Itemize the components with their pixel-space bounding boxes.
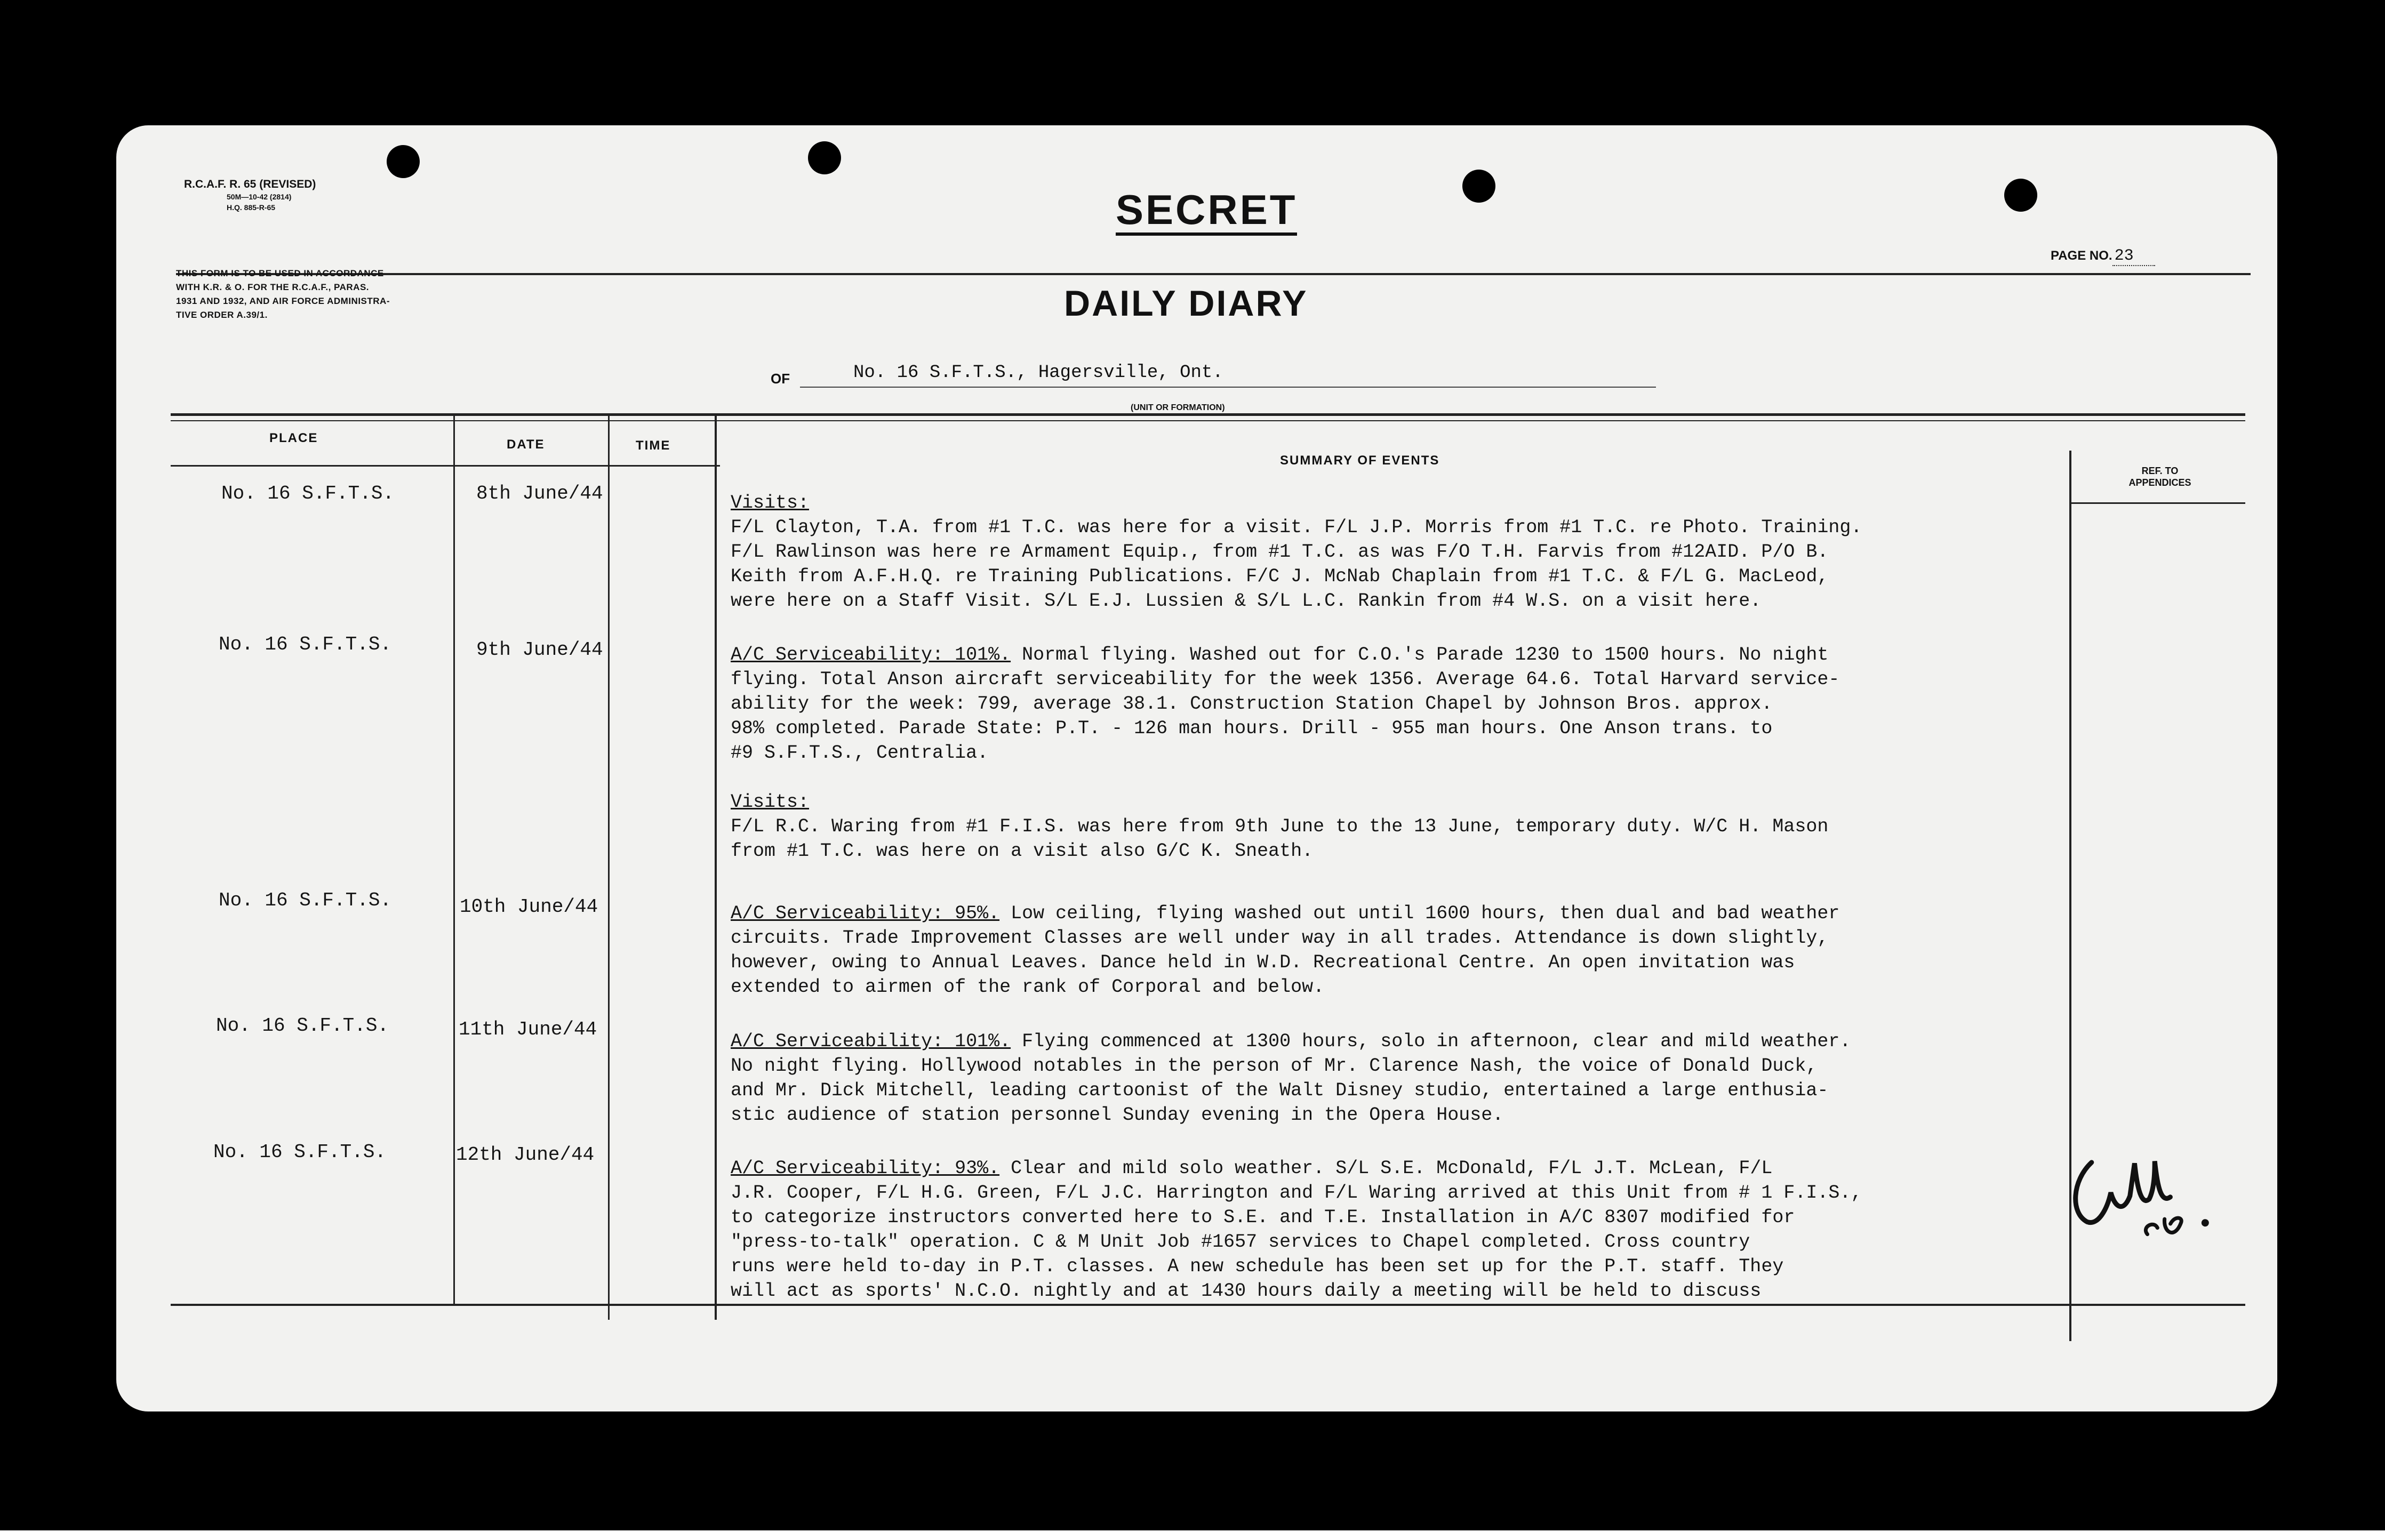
punch-hole-4 xyxy=(2004,179,2037,212)
entry-line: circuits. Trade Improvement Classes are well under way in all trades. Attendance is down slightly, xyxy=(731,927,1829,949)
entry-line: #9 S.F.T.S., Centralia. xyxy=(731,742,989,764)
entry-line: to categorize instructors converted here to S.E. and T.E. Installation in A/C 8307 modified for xyxy=(731,1207,1795,1228)
entry-heading-rest: Low ceiling, flying washed out until 1600 hours, then dual and bad weather xyxy=(999,903,1840,924)
entry-line: from #1 T.C. was here on a visit also G/C K. Sneath. xyxy=(731,840,1314,862)
entry-line: F/L Rawlinson was here re Armament Equip., from #1 T.C. as was F/O T.H. Farvis from #12AID. P/O B. xyxy=(731,541,1829,563)
punch-hole-2 xyxy=(808,141,841,174)
diary-entry xyxy=(731,643,2043,863)
entry-line: No night flying. Hollywood notables in the person of Mr. Clarence Nash, the voice of Donald Duck, xyxy=(731,1055,1818,1077)
entry-heading: A/C Serviceability: 93%. xyxy=(731,1158,1000,1179)
column-header-place: PLACE xyxy=(269,431,318,445)
diary-entry xyxy=(731,901,2043,999)
column-header-rule xyxy=(171,465,720,467)
page-number xyxy=(2051,247,2155,265)
punch-hole-3 xyxy=(1462,170,1495,203)
entry-heading-rest: Clear and mild solo weather. S/L S.E. McDonald, F/L J.T. McLean, F/L xyxy=(999,1158,1773,1179)
signature-graphic xyxy=(2058,1133,2228,1256)
diary-entry xyxy=(731,1029,2043,1127)
date-cell: 9th June/44 xyxy=(476,639,603,661)
entry-line: will act as sports' N.C.O. nightly and at 1430 hours daily a meeting will be held to discuss xyxy=(731,1280,1762,1302)
form-note-line: THIS FORM IS TO BE USED IN ACCORDANCE xyxy=(176,268,384,278)
form-note-line: 1931 AND 1932, AND AIR FORCE ADMINISTRA- xyxy=(176,296,390,306)
place-cell: No. 16 S.F.T.S. xyxy=(219,889,392,911)
form-note-line: WITH K.R. & O. FOR THE R.C.A.F., PARAS. xyxy=(176,282,370,292)
entry-heading: A/C Serviceability: 101%. xyxy=(731,644,1011,665)
column-header-time: TIME xyxy=(636,438,671,453)
form-code xyxy=(184,178,316,213)
entry-line: and Mr. Dick Mitchell, leading cartoonist of the Walt Disney studio, entertained a large enthusia- xyxy=(731,1080,1829,1101)
page-label: PAGE NO. xyxy=(2051,248,2112,263)
entry-line: were here on a Staff Visit. S/L E.J. Lussien & S/L L.C. Rankin from #4 W.S. on a visit here. xyxy=(731,590,1762,612)
secret-stamp: SECRET xyxy=(1116,187,1297,236)
table-top-rule xyxy=(171,413,2245,416)
entry-line: F/L Clayton, T.A. from #1 T.C. was here for a visit. F/L J.P. Morris from #1 T.C. re Photo. Training. xyxy=(731,517,1862,538)
entry-heading: Visits: xyxy=(731,492,810,514)
date-cell: 12th June/44 xyxy=(456,1144,595,1166)
diary-entry xyxy=(731,491,2043,613)
entry-line: J.R. Cooper, F/L H.G. Green, F/L J.C. Harrington and F/L Waring arrived at this Unit from # 1 F.I.S., xyxy=(731,1182,1862,1204)
entry-line: ability for the week: 799, average 38.1. Construction Station Chapel by Johnson Bros. approx. xyxy=(731,693,1773,715)
page-title: DAILY DIARY xyxy=(1064,283,1308,324)
of-label: OF xyxy=(771,371,790,387)
unit-underline xyxy=(800,387,1656,388)
entry-line: "press-to-talk" operation. C & M Unit Job #1657 services to Chapel completed. Cross country xyxy=(731,1231,1750,1253)
form-code-line: R.C.A.F. R. 65 (REVISED) xyxy=(184,178,316,190)
entry-heading-rest: Flying commenced at 1300 hours, solo in afternoon, clear and mild weather. xyxy=(1011,1031,1851,1052)
column-divider xyxy=(608,416,610,1320)
date-cell: 11th June/44 xyxy=(459,1018,597,1040)
date-cell: 8th June/44 xyxy=(476,483,603,504)
entry-line: stic audience of station personnel Sunday evening in the Opera House. xyxy=(731,1104,1504,1126)
date-cell: 10th June/44 xyxy=(460,896,598,918)
column-divider xyxy=(453,416,455,1304)
column-divider xyxy=(715,416,717,1320)
page-value: 23 xyxy=(2112,247,2155,266)
form-instructions xyxy=(176,267,390,322)
place-cell: No. 16 S.F.T.S. xyxy=(221,483,395,504)
table-top-rule-2 xyxy=(171,420,2245,421)
entry-line: runs were held to-day in P.T. classes. A new schedule has been set up for the P.T. staff. They xyxy=(731,1256,1784,1277)
scan-border xyxy=(0,1530,2385,1540)
entry-heading: A/C Serviceability: 95%. xyxy=(731,903,1000,924)
handwritten-initials xyxy=(2058,1133,2230,1270)
entry-heading-rest: Normal flying. Washed out for C.O.'s Parade 1230 to 1500 hours. No night xyxy=(1011,644,1829,665)
form-code-line: H.Q. 885-R-65 xyxy=(227,203,276,212)
column-header-ref xyxy=(2112,465,2208,488)
form-code-line: 50M—10-42 (2814) xyxy=(227,192,292,201)
unit-value: No. 16 S.F.T.S., Hagersville, Ont. xyxy=(853,363,1223,383)
ref-header-line: APPENDICES xyxy=(2128,477,2191,488)
column-header-date: DATE xyxy=(507,437,545,452)
entry-line: F/L R.C. Waring from #1 F.I.S. was here from 9th June to the 13 June, temporary duty. W/C H. Mason xyxy=(731,816,1829,837)
place-cell: No. 16 S.F.T.S. xyxy=(219,633,392,655)
entry-line: Keith from A.F.H.Q. re Training Publications. F/C J. McNab Chaplain from #1 T.C. & F/L G. MacLeod, xyxy=(731,566,1829,587)
entry-line: flying. Total Anson aircraft serviceability for the week 1356. Average 64.6. Total Harvard service- xyxy=(731,669,1840,690)
ref-header-line: REF. TO xyxy=(2141,466,2179,476)
table-bottom-rule xyxy=(171,1304,2245,1306)
column-header-rule xyxy=(2069,502,2245,504)
entry-line: extended to airmen of the rank of Corporal and below. xyxy=(731,976,1325,998)
entry-heading: A/C Serviceability: 101%. xyxy=(731,1031,1011,1052)
place-cell: No. 16 S.F.T.S. xyxy=(213,1141,387,1163)
header-rule xyxy=(176,273,2251,275)
unit-caption: (UNIT OR FORMATION) xyxy=(1131,403,1225,412)
place-cell: No. 16 S.F.T.S. xyxy=(216,1015,389,1037)
entry-line: 98% completed. Parade State: P.T. - 126 man hours. Drill - 955 man hours. One Anson trans. to xyxy=(731,718,1773,739)
diary-entry xyxy=(731,1156,2043,1303)
entry-heading: Visits: xyxy=(731,791,810,813)
entry-line: however, owing to Annual Leaves. Dance held in W.D. Recreational Centre. An open invitation was xyxy=(731,952,1795,973)
column-header-summary: SUMMARY OF EVENTS xyxy=(1280,453,1440,468)
form-note-line: TIVE ORDER A.39/1. xyxy=(176,310,268,320)
punch-hole-1 xyxy=(387,145,420,178)
